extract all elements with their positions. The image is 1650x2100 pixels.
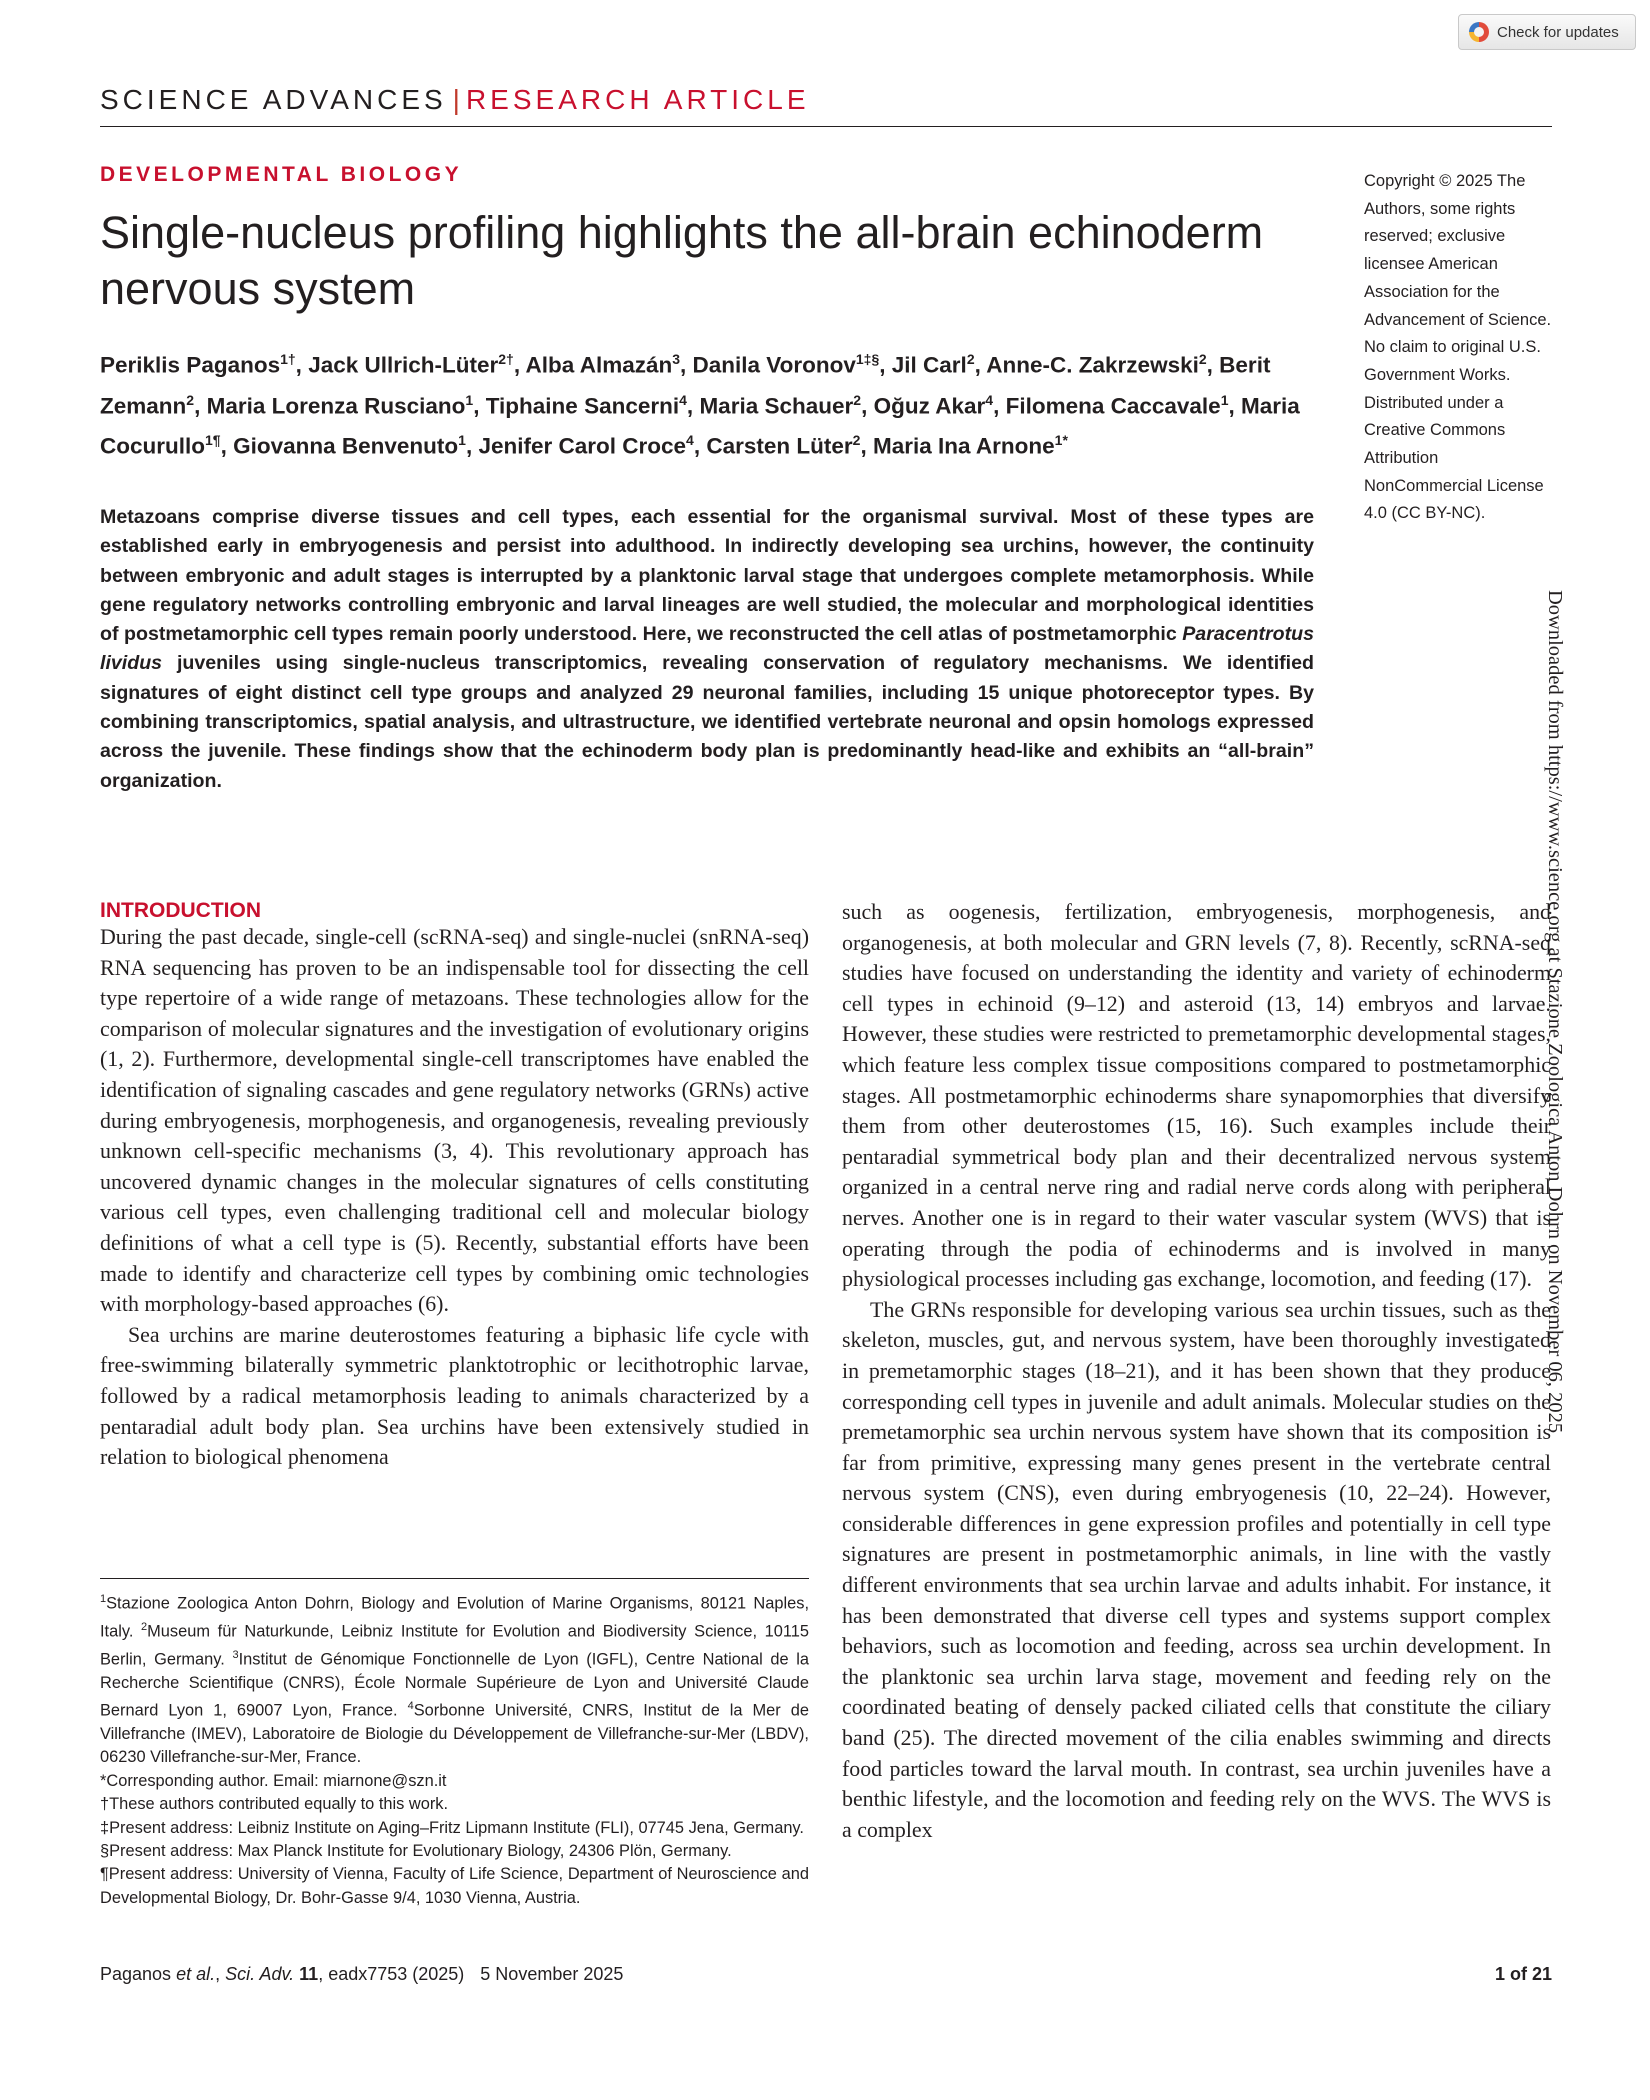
journal-masthead [100, 84, 810, 116]
affiliation-text: Institut de Génomique Fonctionnelle de Lyon (IGFL), Centre National de la Recherche Scientifique (CNRS), École Normale Supérieure de Lyon and Université Claude Bernard Lyon 1, 69007 Lyon, France. [100, 1650, 809, 1720]
author-affiliation-marker: 1 [465, 391, 474, 408]
author-note: ‡Present address: Leibniz Institute on Aging–Fritz Lipmann Institute (FLI), 07745 Jena, Germany. [100, 1818, 804, 1837]
author-name: Maria Cocurullo [100, 393, 1300, 459]
author-note: *Corresponding author. Email: miarnone@szn.it [100, 1771, 447, 1790]
author-note: ¶Present address: University of Vienna, Faculty of Life Science, Department of Neuroscience and Developmental Biology, Dr. Bohr-Gasse 9/4, 1030 Vienna, Austria. [100, 1865, 809, 1907]
author-affiliation-marker: 1‡§ [855, 351, 880, 367]
author-affiliation-marker: 2† [498, 351, 514, 367]
author-affiliation-marker: 3 [672, 351, 681, 367]
body-paragraph: Sea urchins are marine deuterostomes featuring a biphasic life cycle with free-swimming bilaterally symmetric planktotrophic or lecithotrophic larvae, followed by a radical metamorphosis leading to animals characterized by a pentaradial adult body plan. Sea urchins have been extensively studied in relation to biological phenomena [100, 1321, 809, 1470]
author-affiliation-marker: 2 [966, 351, 975, 367]
author-name: Jil Carl [891, 352, 967, 378]
author-name: Periklis Paganos [100, 352, 281, 378]
author-list: Periklis Paganos$^{1\dagger}$, Jack Ullrich-Lüter$^{2\dagger}$, Alba Almazán$^3$, Danila Voronov$^{1\ddagger\S}$, Jil Carl$^2$, Anne-C. Zakrzewski$^2$, Berit Zemann$^2$, Maria Lorenza Rusciano$^1$, Tiphaine Sancerni$^4$, Maria Schauer$^2$, Oğuz Akar$^4$, Filomena Caccavale$^1$, Maria Cocurullo$^{1\P}$, Giovanna Benvenuto$^1$, Jenifer Carol Croce$^4$, Carsten Lüter$^2$, Maria Ina Arnone$^{1*}$ [100, 351, 1300, 459]
author-name: Alba Almazán [525, 352, 673, 378]
author-affiliation-marker: 1¶ [205, 432, 221, 448]
journal-name: SCIENCE ADVANCES [100, 84, 447, 115]
footer-etal: et al. [176, 1964, 216, 1984]
author-affiliation-marker: 1† [280, 351, 296, 367]
author-name: Maria Lorenza Rusciano [206, 393, 466, 418]
author-name: Berit Zemann [100, 352, 1271, 418]
author-name: Anne-C. Zakrzewski [986, 352, 1199, 378]
author-note: §Present address: Max Planck Institute for Evolutionary Biology, 24306 Plön, Germany. [100, 1841, 732, 1860]
author-name: Danila Voronov [692, 352, 856, 378]
author-affiliation-marker: 1 [1220, 391, 1229, 408]
footer-journal: Sci. Adv. [225, 1964, 295, 1984]
affiliation-text: Museum für Naturkunde, Leibniz Institute for Evolution and Biodiversity Science, 10115 Berlin, Germany. [100, 1622, 809, 1669]
footer-volume: 11 [299, 1964, 319, 1984]
abstract-text-1: Metazoans comprise diverse tissues and cell types, each essential for the organismal survival. Most of these types are established early in embryogenesis and persist into adulthood. In indirectly developing sea urchins, however, the continuity between embryonic and adult stages is interrupted by a planktonic larval stage that undergoes complete metamorphosis. While gene regulatory networks controlling embryonic and larval lineages are well studied, the molecular and morphological identities of postmetamorphic cell types remain poorly understood. Here, we reconstructed the cell atlas of postmetamorphic [100, 506, 1314, 646]
check-for-updates-button[interactable] [1458, 14, 1636, 50]
masthead-separator: | [452, 84, 460, 115]
body-column-right [842, 897, 1551, 1845]
page-number: 1 of 21 [1494, 1964, 1552, 1984]
author-affiliation-marker: 2 [853, 391, 862, 408]
download-note: Downloaded from https://www.science.org at Stazione Zoologica Anton Dohrn on November 06, 2025 [1544, 590, 1566, 1434]
affiliations [100, 1588, 809, 1770]
masthead-rule [100, 126, 1552, 127]
affiliation-number: 3 [232, 1648, 239, 1661]
author-affiliation-marker: 4 [679, 391, 687, 408]
footnote-rule [100, 1578, 809, 1579]
affiliation-number: 1 [100, 1593, 107, 1605]
affiliation-text: Stazione Zoologica Anton Dohrn, Biology and Evolution of Marine Organisms, 80121 Naples, Italy. [100, 1594, 809, 1641]
body-paragraph: such as oogenesis, fertilization, embryogenesis, morphogenesis, and organogenesis, at both molecular and GRN levels (7, 8). Recently, scRNA-seq studies have focused on understanding the identity and variety of echinoderm cell types in echinoid (9–12) and asteroid (13, 14) embryos and larvae. However, these studies were restricted to premetamorphic developmental stages, which feature less complex tissue compositions compared to postmetamorphic stages. All postmetamorphic echinoderms share synapomorphies that diversify them from other deuterostomes (15, 16). Such examples include their pentaradial symmetrical body plan and their decentralized nervous system organized in a central nerve ring and radial nerve cords along with peripheral nerves. Another one is in regard to their water vascular system (WVS) that is operating through the podia of echinoderms and is involved in many physiological processes including gas exchange, locomotion, and feeding (17). [842, 899, 1551, 1292]
author-name: Maria Schauer [699, 393, 854, 418]
affiliation-text: Sorbonne Université, CNRS, Institut de la Mer de Villefranche (IMEV), Laboratoire de Biologie du Développement de Villefranche-sur-Mer (LBDV), 06230 Villefranche-sur-Mer, France. [100, 1701, 809, 1767]
author-affiliation-marker: 4 [985, 391, 994, 408]
body-column-left [100, 899, 809, 1473]
affiliation-number: 2 [141, 1620, 148, 1633]
author-name: Jenifer Carol Croce [478, 433, 687, 459]
body-paragraph: During the past decade, single-cell (scRNA-seq) and single-nuclei (snRNA-seq) RNA sequencing has proven to be an indispensable tool for dissecting the cell type repertoire of a wide range of metazoans. These technologies allow for the comparison of molecular signatures and the investigation of evolutionary origins (1, 2). Furthermore, developmental single-cell transcriptomes have enabled the identification of signaling cascades and gene regulatory networks (GRNs) active during embryogenesis, morphogenesis, and organogenesis, revealing previously unknown cell-specific mechanisms (3, 4). This revolutionary approach has uncovered dynamic changes in the molecular signatures of cells constituting various cell types, even challenging traditional cell and molecular biology definitions of what a cell type is (5). Recently, substantial efforts have been made to identify and characterize cell types by combining omic technologies with morphology-based approaches (6). [100, 924, 809, 1317]
author-name: Filomena Caccavale [1005, 393, 1221, 418]
body-paragraph: The GRNs responsible for developing various sea urchin tissues, such as the skeleton, muscles, gut, and nervous system, have been thoroughly investigated in premetamorphic stages (18–21), and it has been shown that they produce corresponding cell types in juvenile and adult animals. Molecular studies on the premetamorphic sea urchin nervous system have shown that its composition is far from primitive, expressing many genes present in the vertebrate central nervous system (CNS), even during embryogenesis (10, 22–24). However, considerable differences in gene expression profiles and potentially in cell type signatures are present in postmetamorphic animals, in line with the vastly different environments that sea urchin larvae and adults inhabit. For instance, it has been demonstrated that diverse cell types and systems support complex behaviors, such as locomotion and feeding, across sea urchin development. In the planktonic sea urchin larva stage, movement and feeding rely on the coordinated beating of densely packed ciliated cells that constitute the ciliary band (25). The directed movement of the cilia enables swimming and directs food particles toward the larval mouth. In contrast, sea urchin juveniles have a benthic lifestyle, and the locomotion and feeding rely on the WVS. The WVS is a complex [842, 1296, 1551, 1842]
footer-article: , eadx7753 (2025) [318, 1964, 465, 1984]
author-name: Maria Ina Arnone [872, 433, 1055, 459]
author-note: †These authors contributed equally to this work. [100, 1795, 449, 1814]
footer-authors: Paganos [100, 1964, 177, 1984]
author-notes [100, 1770, 809, 1910]
affiliation-number: 4 [407, 1700, 414, 1713]
author-affiliation-marker: 1* [1054, 432, 1068, 448]
article-section: RESEARCH ARTICLE [465, 84, 810, 115]
footnotes [100, 1588, 809, 1910]
author-name: Jack Ullrich-Lüter [308, 352, 499, 378]
author-name: Carsten Lüter [706, 433, 853, 459]
check-for-updates-label: Check for updates [1497, 23, 1619, 41]
author-affiliation-marker: 4 [686, 432, 694, 448]
author-name: Giovanna Benvenuto [233, 433, 459, 459]
author-affiliation-marker: 2 [1198, 351, 1207, 367]
abstract-text-2: juveniles using single-nucleus transcriptomics, revealing conservation of regulatory mechanisms. We identified signatures of eight distinct cell type groups and analyzed 29 neuronal families, including 15 unique photoreceptor types. By combining transcriptomics, spatial analysis, and ultrastructure, we identified vertebrate neuronal and opsin homologs expressed across the juvenile. These findings show that the echinoderm body plan is predominantly head-like and exhibits an “all-brain” organization. [100, 652, 1314, 792]
author-affiliation-marker: 1 [458, 432, 466, 448]
subject-category: DEVELOPMENTAL BIOLOGY [100, 163, 463, 186]
copyright-notice: Copyright © 2025 The Authors, some rights reserved; exclusive licensee American Association for the Advancement of Science. No claim to original U.S. Government Works. Distributed under a Creative Commons Attribution NonCommercial License 4.0 (CC BY-NC). [1364, 172, 1552, 523]
article-title: Single-nucleus profiling highlights the all-brain echinoderm nervous system [100, 207, 1264, 314]
footer-date: 5 November 2025 [480, 1964, 624, 1984]
author-affiliation-marker: 2 [852, 432, 861, 448]
author-name: Oğuz Akar [873, 393, 986, 418]
abstract [100, 503, 1314, 796]
abstract-species: Paracentrotus lividus [100, 623, 1314, 675]
citation-footer: Paganos et al., Sci. Adv. 11, eadx7753 (2025) 5 November 2025 [100, 1964, 624, 1984]
author-affiliation-marker: 2 [186, 391, 195, 408]
section-heading-introduction: INTRODUCTION [100, 899, 261, 922]
author-name: Tiphaine Sancerni [485, 393, 680, 418]
crossmark-icon [1469, 22, 1489, 42]
